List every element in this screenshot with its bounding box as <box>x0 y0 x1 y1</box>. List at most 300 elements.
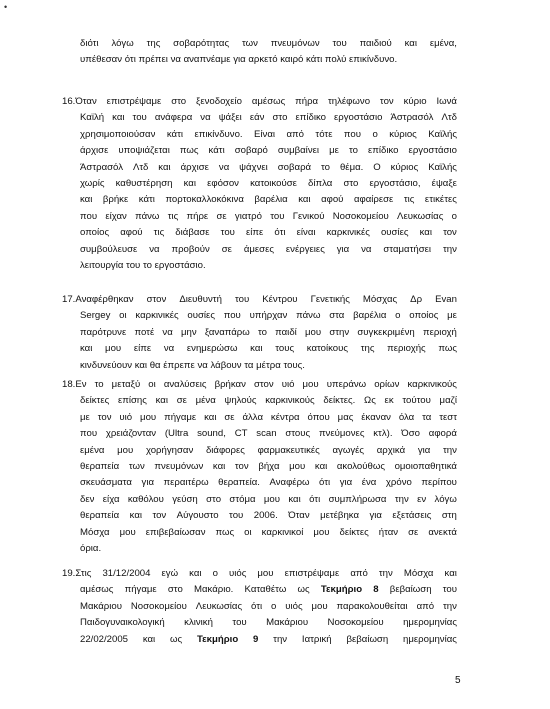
word: υπεράνω <box>326 379 367 390</box>
word: μην <box>180 326 197 338</box>
word: του <box>232 617 247 629</box>
word: άλλα <box>242 411 264 423</box>
word: βρήκε <box>102 194 129 206</box>
word: την <box>442 444 457 456</box>
word: του <box>234 294 250 305</box>
word: με <box>80 411 90 423</box>
text-line <box>62 127 457 143</box>
word: εγώ <box>161 568 179 579</box>
word: πολύ <box>324 54 347 66</box>
word: ως <box>170 633 183 645</box>
word: μας <box>337 411 354 423</box>
word: sound, <box>197 428 226 440</box>
word: μένα <box>195 395 216 407</box>
word: παιδιού <box>359 38 392 49</box>
word: δίπλα <box>308 178 333 190</box>
word: ο <box>212 568 218 579</box>
word: γιατρό <box>234 210 262 222</box>
word: Νοσοκομείου <box>130 600 187 612</box>
text-line <box>62 110 457 126</box>
word: τις <box>403 194 415 206</box>
paragraph-19 <box>62 566 457 648</box>
word: Sergey <box>80 310 111 322</box>
word: 9 <box>253 633 259 645</box>
word: εργοστάσιο. <box>154 260 206 272</box>
word: και <box>134 359 148 371</box>
word: στην <box>329 326 350 338</box>
word: άμεσες <box>243 243 274 255</box>
text-line <box>62 358 457 374</box>
word: περαιτέρω <box>163 477 209 489</box>
word: Όταν <box>288 510 310 522</box>
word: έψαξε <box>431 178 457 190</box>
word: στο <box>171 96 187 107</box>
text-line <box>62 325 457 341</box>
word: εξετάσεις <box>392 510 432 522</box>
word: ορίων <box>374 379 400 390</box>
word: τα <box>244 359 254 371</box>
text-line <box>62 209 457 225</box>
word: τότε <box>315 128 333 140</box>
word: οποίος <box>409 310 439 322</box>
word: μου <box>313 526 330 538</box>
word: αμέσως <box>80 584 114 596</box>
word: την <box>378 568 393 579</box>
word: την <box>273 633 288 645</box>
text-line <box>62 525 457 541</box>
word: με <box>329 145 339 157</box>
word: Γενετικής <box>310 294 350 305</box>
word: μου <box>140 411 157 423</box>
word: ήταν <box>378 526 399 538</box>
word: βήχα <box>258 461 280 473</box>
word: σε <box>221 243 232 255</box>
word: μου <box>289 461 306 473</box>
word: Μόσχα <box>80 526 110 538</box>
word: καιρό <box>280 54 304 66</box>
text-line <box>75 292 457 308</box>
word: να <box>197 359 208 371</box>
word: επίδικο <box>367 145 399 157</box>
word: και <box>288 493 301 505</box>
word: λόγω <box>111 38 134 49</box>
word: υιό <box>119 411 133 423</box>
paragraph-number: 19. <box>62 568 76 579</box>
word: αγωγές <box>332 444 365 456</box>
word: και <box>298 194 311 206</box>
word: εν <box>417 493 427 505</box>
text-line <box>62 176 457 192</box>
word: του <box>442 584 457 596</box>
word: και <box>142 633 156 645</box>
word: που <box>343 128 361 140</box>
word: ουσίες <box>380 227 409 239</box>
word: περιοχής <box>387 343 426 355</box>
word: Τεκμήριο <box>196 633 239 645</box>
word: οι <box>119 310 127 322</box>
word: πήρε <box>186 210 209 222</box>
word: Παιδογυναικολογική <box>80 617 165 629</box>
word: λάβουν <box>210 359 242 371</box>
word: για <box>141 477 154 489</box>
text-line <box>62 242 457 258</box>
word: αφού <box>321 194 344 206</box>
word: χρόνο <box>385 477 412 489</box>
word: τούτου <box>402 395 431 407</box>
text-line <box>62 582 457 598</box>
word: πήγαμε <box>164 411 197 423</box>
word: δείκτες <box>339 526 369 538</box>
word: και <box>204 411 217 423</box>
word: αμέσως <box>251 96 286 107</box>
word: επιστρέψαμε <box>284 568 340 579</box>
word: ο <box>372 128 378 140</box>
word: Όταν <box>75 96 97 107</box>
word: κινδυνεύουν <box>80 359 133 371</box>
word: καθόλου <box>127 493 164 505</box>
word: βαρέλια <box>254 194 288 206</box>
word: ημερομηνίας <box>403 617 457 629</box>
word: θεραπεία <box>80 510 120 522</box>
word: Καϊλής <box>428 161 457 173</box>
word: ετικέτες <box>424 194 457 206</box>
word: ημερομηνίας <box>403 633 457 645</box>
text-line <box>62 475 457 491</box>
word: Λτδ <box>132 161 149 173</box>
word: τον <box>97 411 112 423</box>
word: σκευάσματα <box>80 477 132 489</box>
word: και <box>444 568 457 579</box>
word: σε <box>224 411 235 423</box>
word: ανεκτά <box>428 526 457 538</box>
word: Ως <box>364 395 376 407</box>
word: λόγω <box>434 493 457 505</box>
word: μαζί <box>439 395 457 407</box>
text-line <box>75 566 457 582</box>
word: προβούν <box>171 243 210 255</box>
word: Αναφέρω <box>269 477 310 489</box>
word: Ιωνά <box>436 96 457 107</box>
word: υιός <box>228 568 247 579</box>
word: συγκεκριμένη <box>357 326 415 338</box>
word: επικίνδυνο. <box>194 128 243 140</box>
word: ενέργειες <box>285 243 325 255</box>
word: τα <box>422 411 432 423</box>
word: επιβεβαίωσαν <box>145 526 206 538</box>
word: πνεύμονες <box>318 428 365 440</box>
word: θεραπεία. <box>218 477 260 489</box>
word: Ιατρική <box>301 633 332 645</box>
word: της <box>360 343 375 355</box>
word: Άστρασόλ <box>80 161 123 173</box>
word: ακολούθως <box>336 461 385 473</box>
word: Μόσχα <box>403 568 434 579</box>
word: το <box>142 260 152 272</box>
word: στο <box>206 493 222 505</box>
word: πήρα <box>295 96 319 107</box>
word: τον <box>379 96 394 107</box>
word: κατοίκους <box>306 343 348 355</box>
word: διότι <box>80 38 99 49</box>
word: ότι <box>274 227 286 239</box>
word: το <box>257 326 267 338</box>
word: Λευκωσίας <box>195 600 243 612</box>
word: κατοικούσε <box>250 178 297 190</box>
word: Δρ <box>410 294 423 305</box>
word: τις <box>153 227 165 239</box>
word: ο <box>395 310 401 322</box>
word: τους <box>275 343 295 355</box>
text-line <box>62 410 457 426</box>
word: να <box>162 326 173 338</box>
word: ότι <box>251 600 263 612</box>
word: θα <box>149 359 161 371</box>
word: παιδί <box>275 326 297 338</box>
word: για <box>417 444 431 456</box>
text-line <box>62 160 457 176</box>
word: ψάχνει <box>239 161 268 173</box>
word: scan <box>256 428 277 440</box>
word: άρχισε <box>180 161 209 173</box>
word: συμπλήρωσα <box>328 493 387 505</box>
word: τηλέφωνο <box>327 96 371 107</box>
word: ως <box>297 584 310 596</box>
word: Αναφέρθηκαν <box>75 294 134 305</box>
word: από <box>350 568 368 579</box>
word: από <box>416 600 435 612</box>
word: επίδικο <box>295 112 326 124</box>
word: είχαν <box>105 210 127 222</box>
word: για <box>233 54 246 66</box>
word: Είναι <box>254 128 276 140</box>
word: μέτρα <box>256 359 281 371</box>
word: και <box>80 194 93 206</box>
word: Μακάριου <box>266 617 309 629</box>
text-line <box>62 599 457 615</box>
word: αναπνέαμε <box>183 54 231 66</box>
word: αναλύσεις <box>163 379 207 390</box>
word: και <box>129 510 142 522</box>
word: και <box>212 461 226 473</box>
text-line <box>62 508 457 524</box>
word: εργοστάσιο <box>334 112 383 124</box>
word: συμβούλευσε <box>80 243 138 255</box>
word: 31/12/2004 <box>102 568 151 579</box>
word: σε <box>216 210 227 222</box>
word: τον <box>152 510 167 522</box>
word: του <box>229 510 244 522</box>
word: μου <box>305 326 322 338</box>
word: το <box>321 161 331 173</box>
word: αφορά <box>428 428 457 440</box>
word: Καϊλής <box>428 128 457 140</box>
word: καρκινικές <box>326 227 370 239</box>
word: 8 <box>373 584 379 596</box>
word: ο <box>271 600 277 612</box>
word: που <box>80 210 98 222</box>
word: Καταθέτω <box>244 584 287 596</box>
text-line <box>62 143 457 159</box>
word: Κέντρου <box>262 294 298 305</box>
word: των <box>128 461 145 473</box>
word: στο <box>272 112 288 124</box>
word: να <box>163 343 175 355</box>
word: καρκινικές <box>135 310 179 322</box>
word: διάφορες <box>205 444 245 456</box>
word: 22/02/2005 <box>80 633 129 645</box>
word: μου <box>263 493 281 505</box>
word: Μόσχας <box>362 294 398 305</box>
word: καρκινικοί <box>261 526 304 538</box>
word: σταματήσει <box>383 243 432 255</box>
word: και <box>158 161 171 173</box>
word: και <box>250 343 263 355</box>
word: κάτι <box>208 145 225 157</box>
word: εμένα, <box>429 38 457 49</box>
text-line <box>75 94 457 110</box>
word: ψάξει <box>218 112 242 124</box>
text-line <box>62 52 457 68</box>
word: μου <box>117 444 134 456</box>
word: πάνω <box>296 310 321 322</box>
word: όπου <box>307 411 330 423</box>
word: πως <box>215 526 235 538</box>
word: Λτδ <box>441 112 457 124</box>
word: και <box>419 227 432 239</box>
word: που <box>80 428 98 440</box>
word: εργοστάσιο <box>408 145 457 157</box>
word: μου <box>119 526 136 538</box>
word: πάνω <box>135 210 160 222</box>
word: χρησιμοποιούσαν <box>80 128 156 140</box>
word: του <box>132 112 147 124</box>
word: καρκινικούς <box>407 379 457 390</box>
word: αρκετό <box>248 54 278 66</box>
word: κύριο <box>403 96 427 107</box>
word: να <box>218 161 230 173</box>
word: για <box>339 477 353 489</box>
word: Νοσοκομείου <box>327 617 384 629</box>
word: οι <box>244 526 252 538</box>
word: CT <box>234 428 248 440</box>
word: χορήγησαν <box>145 444 194 456</box>
word: είχα <box>102 493 120 505</box>
word: και <box>404 38 417 49</box>
word: διάβασε <box>175 227 210 239</box>
word: πως <box>438 343 457 355</box>
word: τεστ <box>439 411 457 423</box>
text-line <box>62 492 457 508</box>
paragraph-number: 18. <box>62 379 76 390</box>
word: πνευμόνων <box>154 461 204 473</box>
word: υιό <box>281 379 295 390</box>
word: σε <box>408 526 419 538</box>
word: υπήρχαν <box>249 310 288 322</box>
word: ενημερώσω <box>186 343 238 355</box>
word: πήγαμε <box>124 584 157 596</box>
word: κλινική <box>184 617 213 629</box>
word: να <box>170 54 181 66</box>
word: χρειάζονταν <box>105 428 157 440</box>
word: το <box>94 379 104 390</box>
text-line <box>62 308 457 324</box>
word: ότι <box>309 493 321 505</box>
word: άρχισε <box>80 145 109 157</box>
corner-mark: • <box>4 2 8 12</box>
word: και <box>155 395 168 407</box>
word: Τεκμήριο <box>320 584 363 596</box>
word: και <box>80 343 93 355</box>
word: θέμα. <box>339 161 364 173</box>
word: περιοχή <box>422 326 457 338</box>
word: μου <box>257 568 274 579</box>
word: την <box>442 243 457 255</box>
word: Λευκωσίας <box>397 210 444 222</box>
word: βρήκαν <box>214 379 246 390</box>
word: Εν <box>75 379 87 390</box>
word: παρότρυνε <box>80 326 127 338</box>
word: της <box>146 38 161 49</box>
word: λειτουργία <box>80 260 124 272</box>
word: καθυστέρηση <box>115 178 173 190</box>
word: Γενικού <box>292 210 325 222</box>
word: Μακάριου <box>80 600 122 612</box>
word: κτλ). <box>373 428 393 440</box>
word: Στις <box>75 568 92 579</box>
text-line <box>62 36 457 52</box>
word: μου <box>105 343 122 355</box>
word: στους <box>285 428 311 440</box>
word: συμβαίνει <box>277 145 320 157</box>
word: Διευθυντή <box>179 294 222 305</box>
word: ο <box>451 210 457 222</box>
word: σοβαρότητας <box>173 38 230 49</box>
word: όρια. <box>80 543 102 555</box>
word: να <box>149 243 160 255</box>
word: του <box>220 227 235 239</box>
text-line <box>62 225 457 241</box>
text-line <box>62 459 457 475</box>
word: επικίνδυνο. <box>349 54 398 66</box>
word: για <box>369 510 382 522</box>
word: σε <box>176 395 187 407</box>
paragraph-15-continuation <box>62 36 457 69</box>
word: μου <box>311 600 328 612</box>
paragraph-17 <box>62 292 457 374</box>
word: και <box>189 568 202 579</box>
word: πρέπει <box>138 54 168 66</box>
word: στη <box>441 510 457 522</box>
word: στα <box>329 310 345 322</box>
word: ότι <box>319 477 331 489</box>
word: ομοιοπαθητικά <box>394 461 457 473</box>
word: βεβαίωση <box>346 633 389 645</box>
paragraph-18 <box>62 377 457 557</box>
word: για <box>336 243 350 255</box>
word: αρχικά <box>376 444 406 456</box>
word: χωρίς <box>80 178 105 190</box>
word: του <box>126 260 141 272</box>
word: τον <box>234 461 249 473</box>
word: υιός <box>285 600 303 612</box>
word: δείκτες <box>80 395 110 407</box>
word: του <box>332 38 347 49</box>
word: κάτι <box>306 54 323 66</box>
text-line <box>62 341 457 357</box>
word: σοβαρά <box>277 161 312 173</box>
word: καρκινικούς <box>265 395 315 407</box>
word: οι <box>148 379 156 390</box>
